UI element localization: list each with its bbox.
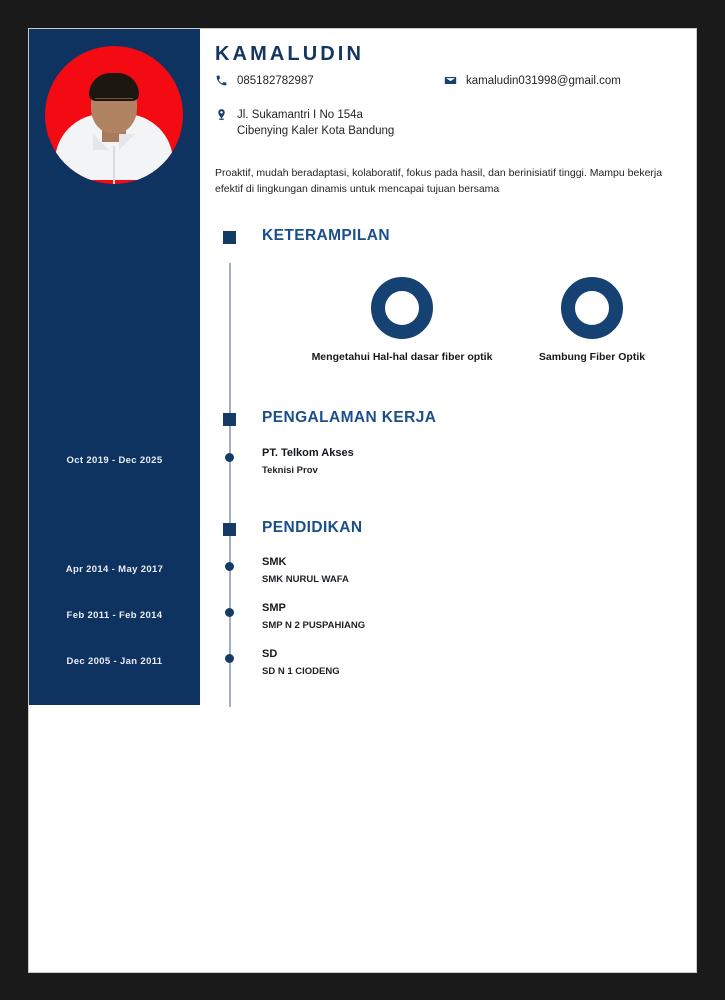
photo-shirt-placket [113, 146, 115, 184]
photo-collar-right [119, 134, 135, 150]
education-level: SMK [262, 556, 287, 568]
education-entry-dot [225, 608, 234, 617]
skills-section-title: KETERAMPILAN [262, 227, 390, 244]
skill-level-ring [371, 277, 433, 339]
photo-hair [89, 73, 139, 101]
experience-date-0: Oct 2019 - Dec 2025 [66, 455, 163, 466]
experience-section-marker [223, 413, 236, 426]
profile-photo [45, 46, 183, 184]
photo-glasses [95, 98, 133, 107]
education-entry [262, 556, 349, 585]
contact-email [444, 73, 629, 89]
education-entry-dot [225, 654, 234, 663]
address-line-1: Jl. Sukamantri I No 154a [237, 109, 363, 121]
education-entry [262, 648, 340, 677]
skill-item [307, 277, 497, 364]
skill-label: Sambung Fiber Optik [538, 351, 646, 363]
skill-label: Mengetahui Hal-hal dasar fiber optik [311, 351, 493, 363]
education-school: SMK NURUL WAFA [262, 574, 349, 585]
experience-role: Teknisi Prov [262, 465, 318, 476]
candidate-name: KAMALUDIN [215, 43, 364, 65]
experience-entry [262, 447, 354, 476]
skill-level-ring [561, 277, 623, 339]
phone-value: 085182782987 [237, 75, 314, 87]
education-entry-dot [225, 562, 234, 571]
skill-item [497, 277, 687, 364]
experience-organization: PT. Telkom Akses [262, 447, 354, 459]
skills-section-marker [223, 231, 236, 244]
contact-address [215, 107, 445, 139]
resume-page [29, 29, 696, 972]
education-date-1: Feb 2011 - Feb 2014 [66, 610, 163, 621]
education-level: SD [262, 648, 278, 660]
email-value: kamaludin031998@gmail.com [466, 75, 621, 87]
photo-collar-left [93, 134, 109, 150]
location-pin-icon [215, 108, 229, 122]
education-section-marker [223, 523, 236, 536]
contact-phone [215, 73, 425, 89]
profile-summary: Proaktif, mudah beradaptasi, kolaboratif, fokus pada hasil, dan berinisiatif tinggi. Mampu bekerja efektif di lingkungan dinamis untuk mencapai tujuan bersama [215, 167, 663, 195]
education-school: SD N 1 CIODENG [262, 666, 340, 677]
experience-entry-dot [225, 453, 234, 462]
education-school: SMP N 2 PUSPAHIANG [262, 620, 366, 631]
timeline-rail [229, 263, 231, 707]
education-level: SMP [262, 602, 286, 614]
education-date-2: Dec 2005 - Jan 2011 [66, 656, 163, 667]
education-date-0: Apr 2014 - May 2017 [65, 564, 164, 575]
experience-section-title: PENGALAMAN KERJA [262, 409, 437, 426]
phone-icon [215, 74, 229, 88]
education-entry [262, 602, 365, 631]
address-line-2: Cibenying Kaler Kota Bandung [237, 125, 395, 137]
envelope-icon [444, 74, 458, 88]
education-section-title: PENDIDIKAN [262, 519, 363, 536]
sidebar-panel [29, 29, 200, 705]
